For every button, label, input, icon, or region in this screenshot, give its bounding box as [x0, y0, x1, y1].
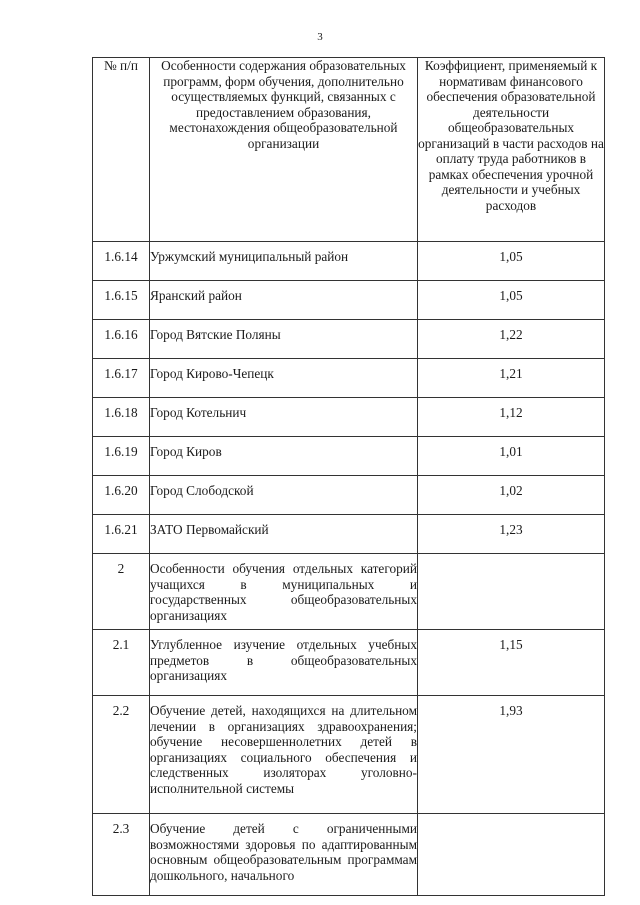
row-coefficient: 1,15 — [418, 630, 605, 696]
coefficients-table — [92, 57, 605, 896]
table-row — [93, 515, 605, 554]
row-coefficient: 1,05 — [418, 281, 605, 320]
page-number: 3 — [317, 31, 323, 43]
row-coefficient: 1,22 — [418, 320, 605, 359]
row-coefficient: 1,05 — [418, 242, 605, 281]
row-number: 2.1 — [93, 630, 150, 696]
table-row — [93, 630, 605, 696]
row-coefficient: 1,02 — [418, 476, 605, 515]
row-number: 1.6.16 — [93, 320, 150, 359]
table-row — [93, 242, 605, 281]
row-coefficient: 1,01 — [418, 437, 605, 476]
table-row — [93, 437, 605, 476]
row-number: 1.6.21 — [93, 515, 150, 554]
row-description: ЗАТО Первомайский — [150, 515, 418, 554]
row-description: Город Вятские Поляны — [150, 320, 418, 359]
table-row — [93, 476, 605, 515]
table-row — [93, 320, 605, 359]
row-description: Обучение детей с ограниченными возможностями здоровья по адаптированным основным общеобразовательным программам дошкольного, начального — [150, 814, 418, 896]
table-row — [93, 554, 605, 630]
row-number: 1.6.15 — [93, 281, 150, 320]
row-number: 2.2 — [93, 696, 150, 814]
header-coefficient: Коэффициент, применяемый к нормативам финансового обеспечения образовательной деятельности общеобразовательных организаций в части расходов на оплату труда работников в рамках обеспечения урочной деятельности и учебных расходов — [418, 58, 605, 242]
row-number: 1.6.20 — [93, 476, 150, 515]
row-coefficient: 1,93 — [418, 696, 605, 814]
table-row — [93, 814, 605, 896]
row-description: Город Киров — [150, 437, 418, 476]
row-description: Особенности обучения отдельных категорий учащихся в муниципальных и государственных общеобразовательных организациях — [150, 554, 418, 630]
table-header-row — [93, 58, 605, 242]
row-description: Город Кирово-Чепецк — [150, 359, 418, 398]
header-description: Особенности содержания образовательных программ, форм обучения, дополнительно осуществляемых функций, связанных с предоставлением образования, местонахождения общеобразовательной организации — [150, 58, 418, 242]
table-row — [93, 696, 605, 814]
row-number: 1.6.18 — [93, 398, 150, 437]
row-coefficient — [418, 814, 605, 896]
row-description: Город Котельнич — [150, 398, 418, 437]
row-number: 1.6.14 — [93, 242, 150, 281]
header-number: № п/п — [93, 58, 150, 242]
row-description: Обучение детей, находящихся на длительном лечении в организациях здравоохранения; обучение несовершеннолетних детей в организациях социального обеспечения и следственных изоляторах уголовно-исполнительной системы — [150, 696, 418, 814]
row-description: Яранский район — [150, 281, 418, 320]
table-row — [93, 359, 605, 398]
table-row — [93, 398, 605, 437]
row-number: 2.3 — [93, 814, 150, 896]
row-coefficient — [418, 554, 605, 630]
row-number: 2 — [93, 554, 150, 630]
row-coefficient: 1,23 — [418, 515, 605, 554]
row-description: Уржумский муниципальный район — [150, 242, 418, 281]
row-coefficient: 1,12 — [418, 398, 605, 437]
row-coefficient: 1,21 — [418, 359, 605, 398]
table-row — [93, 281, 605, 320]
row-number: 1.6.17 — [93, 359, 150, 398]
row-description: Углубленное изучение отдельных учебных предметов в общеобразовательных организациях — [150, 630, 418, 696]
row-description: Город Слободской — [150, 476, 418, 515]
row-number: 1.6.19 — [93, 437, 150, 476]
